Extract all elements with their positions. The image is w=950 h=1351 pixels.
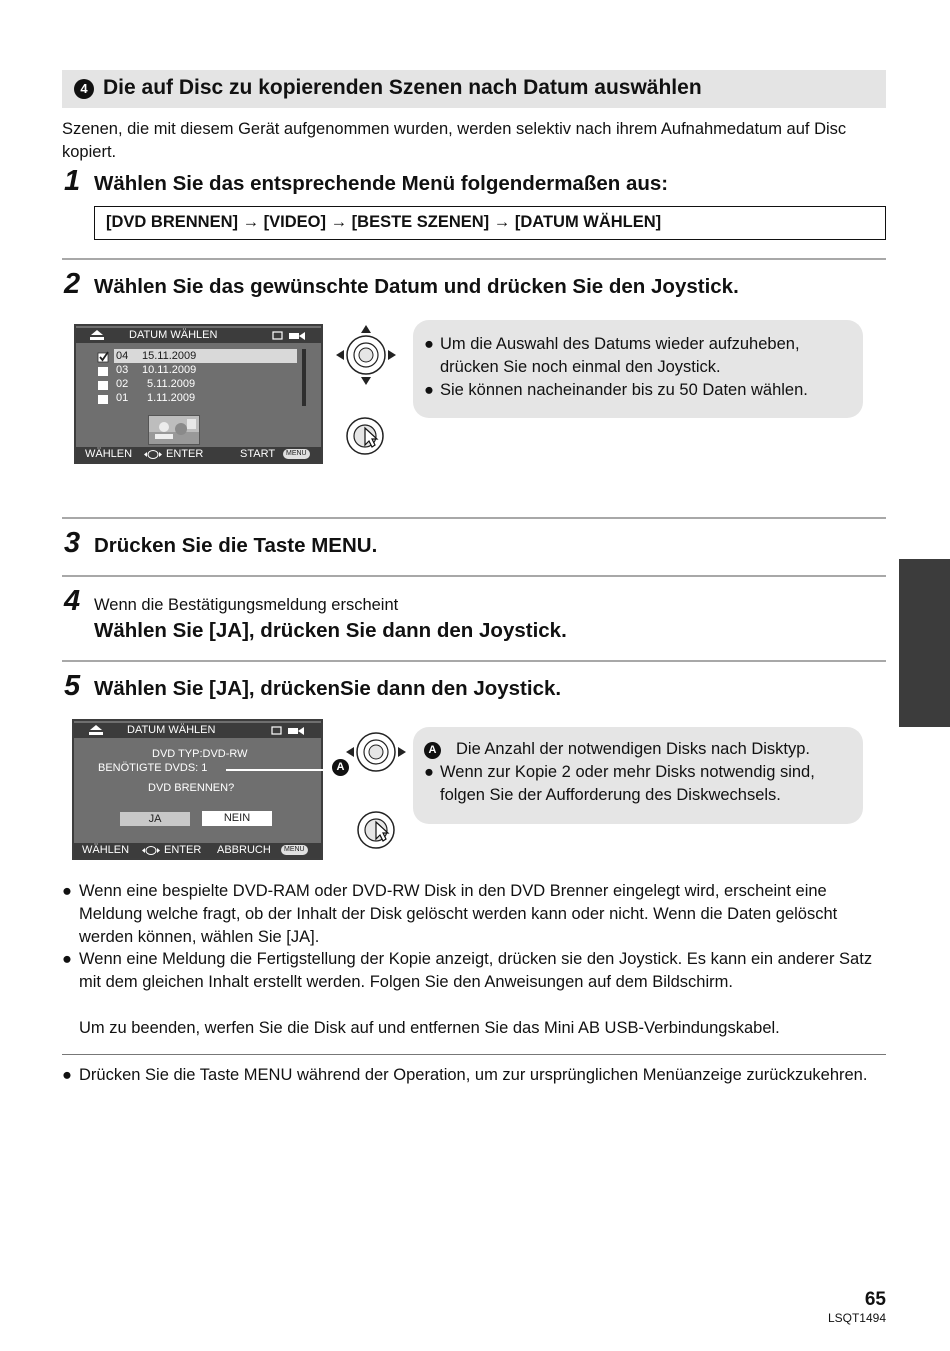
callout-line [226, 769, 332, 771]
step-2-title: Wählen Sie das gewünschte Datum und drücken Sie den Joystick. [94, 275, 739, 298]
menu-path-text: [DVD BRENNEN] → [VIDEO] → [BESTE SZENEN] → [DATUM WÄHLEN] [106, 213, 662, 231]
page-number: 65 [864, 1289, 886, 1310]
chapter-side-tab [899, 559, 950, 727]
step-3-title: Drücken Sie die Taste MENU. [94, 534, 378, 557]
note-bubble [413, 727, 863, 824]
menu-badge: MENU [283, 449, 310, 459]
step-4-number: 4 [64, 585, 81, 617]
dvd-burn-icon [88, 330, 106, 341]
step-1-title: Wählen Sie das entsprechende Menü folgendermaßen aus: [94, 172, 669, 195]
date-index: 04 [116, 350, 129, 362]
bullet-dot: ● [424, 381, 434, 399]
camera-screen-confirm [72, 719, 323, 860]
footer-select-label: WÄHLEN [82, 844, 130, 856]
joystick-four-way-icon [336, 324, 396, 386]
note-text: Sie können nacheinander bis zu 50 Daten wählen. [440, 381, 808, 399]
footer-enter-label: ENTER [164, 844, 202, 856]
document-code: LSQT1494 [827, 1311, 886, 1325]
checkbox-checked-icon [97, 351, 110, 363]
step-1-number: 1 [64, 165, 81, 197]
required-dvds-label: BENÖTIGTE DVDS: 1 [98, 762, 208, 774]
joystick-press-icon [345, 416, 385, 456]
section-number-badge: 4 [74, 79, 94, 99]
scrollbar [302, 349, 306, 406]
divider [62, 660, 886, 662]
no-button[interactable]: NEIN [202, 811, 272, 826]
date-row [97, 350, 297, 364]
joystick-mini-icon [142, 845, 160, 856]
footer-select-label: WÄHLEN [85, 448, 133, 460]
callout-a-badge: A [332, 759, 349, 776]
screen-header-bar [74, 723, 321, 738]
menu-path-box [94, 206, 886, 240]
step-5-title: Wählen Sie [JA], drückenSie dann den Joystick. [94, 677, 562, 700]
note-text: Um die Auswahl des Datums wieder aufzuheben, drücken Sie noch einmal den Joystick. [440, 335, 800, 376]
footer-cancel-label: ABBRUCH [217, 844, 271, 856]
scene-thumbnail [148, 415, 200, 445]
bullet-dot: ● [62, 950, 72, 968]
screen-footer-bar [76, 447, 321, 462]
date-index: 01 [116, 392, 129, 404]
date-value: 10.11.2009 [142, 364, 197, 376]
date-value: 15.11.2009 [142, 350, 197, 362]
bullet-text: Wenn eine bespielte DVD-RAM oder DVD-RW Disk in den DVD Brenner eingelegt wird, erscheint eine Meldung welche fragt, ob der Inhalt der Disk gelöscht werden kann oder nicht. Wenn die Daten gelöscht werden können, wählen Sie [JA]. [79, 882, 838, 946]
date-value: 5.11.2009 [147, 378, 196, 390]
divider [62, 1054, 886, 1055]
yes-button[interactable]: JA [120, 812, 190, 826]
screen-title: DATUM WÄHLEN [129, 329, 218, 341]
step-4-title: Wählen Sie [JA], drücken Sie dann den Joystick. [94, 619, 567, 642]
step-2-number: 2 [64, 268, 81, 300]
section-header [62, 70, 886, 108]
callout-a-text: Die Anzahl der notwendigen Disks nach Disktyp. [456, 740, 811, 758]
date-row [97, 378, 297, 392]
step-5-number: 5 [64, 670, 81, 702]
date-value: 1.11.2009 [147, 392, 196, 404]
date-row [97, 364, 297, 378]
bullet-dot: ● [424, 763, 434, 781]
camera-screen-date-select [74, 324, 323, 464]
callout-a-badge: A [424, 742, 441, 759]
bullet-dot: ● [424, 335, 434, 353]
bullet-dot: ● [62, 882, 72, 900]
joystick-left-right-icon [346, 727, 406, 777]
bullet-text: Wenn eine Meldung die Fertigstellung der Kopie anzeigt, drücken sie den Joystick. Es kann ein anderer Satz mit dem gleichen Inhalt erstellt werden. Folgen Sie den Anweisungen auf dem Bildschirm. [79, 950, 873, 991]
intro-text: Szenen, die mit diesem Gerät aufgenommen wurden, werden selektiv nach ihrem Aufnahmedatum auf Disc kopiert. [62, 120, 847, 161]
screen-footer-bar [74, 843, 321, 858]
divider [62, 575, 886, 577]
bullet-text: Drücken Sie die Taste MENU während der Operation, um zur ursprünglichen Menüanzeige zurückzukehren. [79, 1066, 868, 1084]
joystick-press-icon [356, 810, 396, 850]
screen-title: DATUM WÄHLEN [127, 724, 216, 736]
checkbox-icon [97, 394, 110, 406]
joystick-mini-icon [144, 449, 162, 460]
checkbox-icon [97, 366, 110, 378]
footer-enter-label: ENTER [166, 448, 204, 460]
note-bubble [413, 320, 863, 418]
date-index: 02 [116, 378, 129, 390]
menu-badge: MENU [281, 845, 308, 855]
note-text: Wenn zur Kopie 2 oder mehr Disks notwendig sind, folgen Sie der Aufforderung des Diskwechsels. [440, 763, 815, 804]
divider [62, 258, 886, 260]
step-3-number: 3 [64, 527, 81, 559]
burn-question: DVD BRENNEN? [148, 782, 235, 794]
disc-video-icon [272, 330, 308, 341]
checkbox-icon [97, 380, 110, 392]
step-4-subtitle: Wenn die Bestätigungsmeldung erscheint [94, 596, 399, 614]
section-title: Die auf Disc zu kopierenden Szenen nach Datum auswählen [103, 76, 702, 99]
disc-video-icon [271, 725, 307, 736]
date-index: 03 [116, 364, 129, 376]
divider [62, 517, 886, 519]
dvd-burn-icon [87, 725, 105, 736]
bullet-dot: ● [62, 1066, 72, 1084]
bullet-followup-text: Um zu beenden, werfen Sie die Disk auf und entfernen Sie das Mini AB USB-Verbindungskabel. [79, 1019, 780, 1037]
date-row [97, 392, 297, 406]
footer-start-label: START [240, 448, 276, 460]
dvd-type-label: DVD TYP:DVD-RW [152, 748, 248, 760]
screen-header-bar [76, 328, 321, 343]
scene-thumbnail-image [149, 416, 199, 444]
